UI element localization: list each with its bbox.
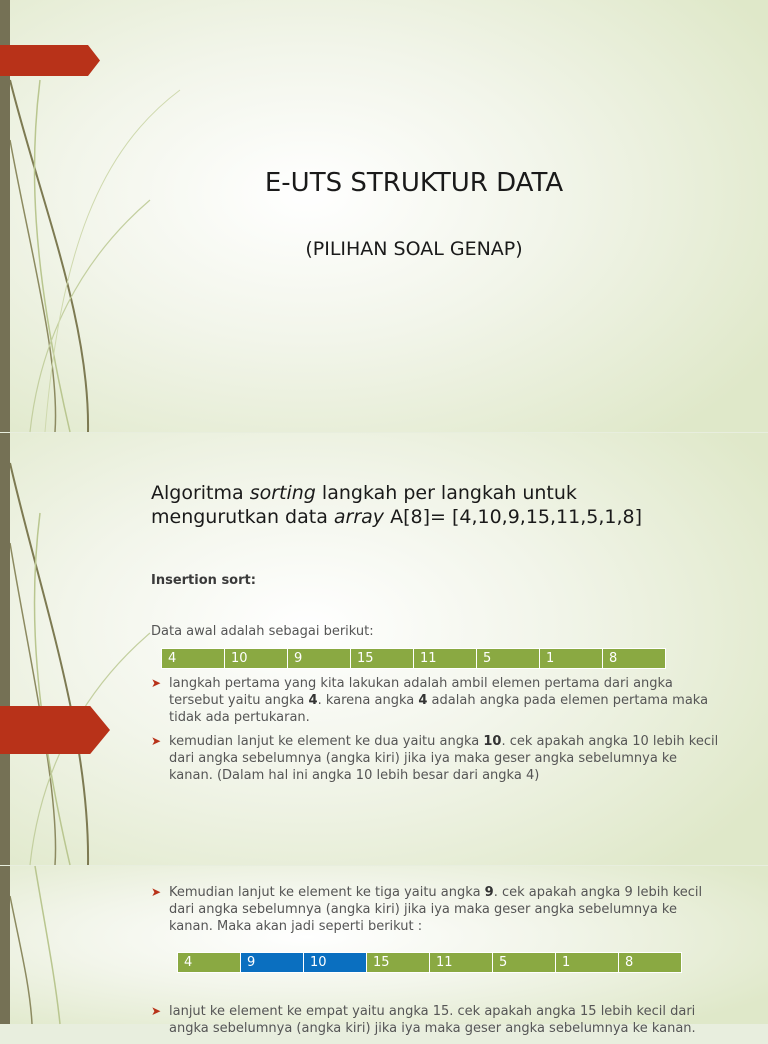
array-cell: 9 [288, 649, 351, 669]
array-cell: 11 [430, 953, 493, 973]
array-cell: 15 [367, 953, 430, 973]
array-table [177, 952, 682, 973]
array-cell-highlighted: 9 [241, 953, 304, 973]
array-cell: 1 [540, 649, 603, 669]
bullet-list [151, 1003, 721, 1044]
array-cell: 5 [477, 649, 540, 669]
array-cell: 5 [493, 953, 556, 973]
bullet-list [151, 675, 721, 791]
arrow-bullet-icon: ➤ [151, 1004, 162, 1018]
intro-text: Data awal adalah sebagai berikut: [151, 624, 374, 639]
array-cell: 10 [225, 649, 288, 669]
list-item: ➤ kemudian lanjut ke element ke dua yaitu angka 10. cek apakah angka 10 lebih kecil dari angka sebelumnya (angka kiri) jika iya maka geser angka sebelumnya ke kanan. (Dalam hal ini angka 10 lebih besar dari angka 4) [151, 734, 719, 783]
list-item: ➤ Kemudian lanjut ke element ke tiga yaitu angka 9. cek apakah angka 9 lebih kecil dari angka sebelumnya (angka kiri) jika iya maka geser angka sebelumnya ke kanan. Maka akan jadi seperti berikut : [151, 885, 703, 934]
slide-subtitle: (PILIHAN SOAL GENAP) [305, 238, 523, 260]
bullet-list [151, 884, 721, 942]
slide-3 [0, 866, 768, 1036]
array-cell: 15 [351, 649, 414, 669]
array-cell: 4 [162, 649, 225, 669]
slide-heading: Algoritma sorting langkah per langkah untuk mengurutkan data array A[8]= [4,10,9,15,11,5,1,8] [151, 482, 643, 528]
array-cell: 8 [603, 649, 666, 669]
arrow-bullet-icon: ➤ [151, 676, 162, 690]
arrow-bullet-icon: ➤ [151, 885, 162, 899]
array-cell: 1 [556, 953, 619, 973]
array-table [161, 648, 666, 669]
slide-title: E-UTS STRUKTUR DATA [264, 168, 564, 198]
red-arrow-flag [0, 706, 110, 754]
list-item: ➤ langkah pertama yang kita lakukan adalah ambil elemen pertama dari angka tersebut yaitu angka 4. karena angka 4 adalah angka pada elemen pertama maka tidak ada pertukaran. [151, 676, 709, 725]
array-cell: 8 [619, 953, 682, 973]
arrow-bullet-icon: ➤ [151, 734, 162, 748]
left-accent-bar [0, 433, 10, 865]
slide-1 [0, 0, 768, 432]
list-item: ➤ lanjut ke element ke empat yaitu angka 15. cek apakah angka 15 lebih kecil dari angka sebelumnya (angka kiri) jika iya maka geser angka sebelumnya ke kanan. [151, 1004, 696, 1036]
array-cell: 11 [414, 649, 477, 669]
array-cell-highlighted: 10 [304, 953, 367, 973]
slide-2 [0, 433, 768, 865]
red-arrow-flag [0, 45, 100, 76]
array-cell: 4 [178, 953, 241, 973]
left-accent-bar [0, 866, 10, 1024]
section-subheading: Insertion sort: [151, 573, 256, 588]
